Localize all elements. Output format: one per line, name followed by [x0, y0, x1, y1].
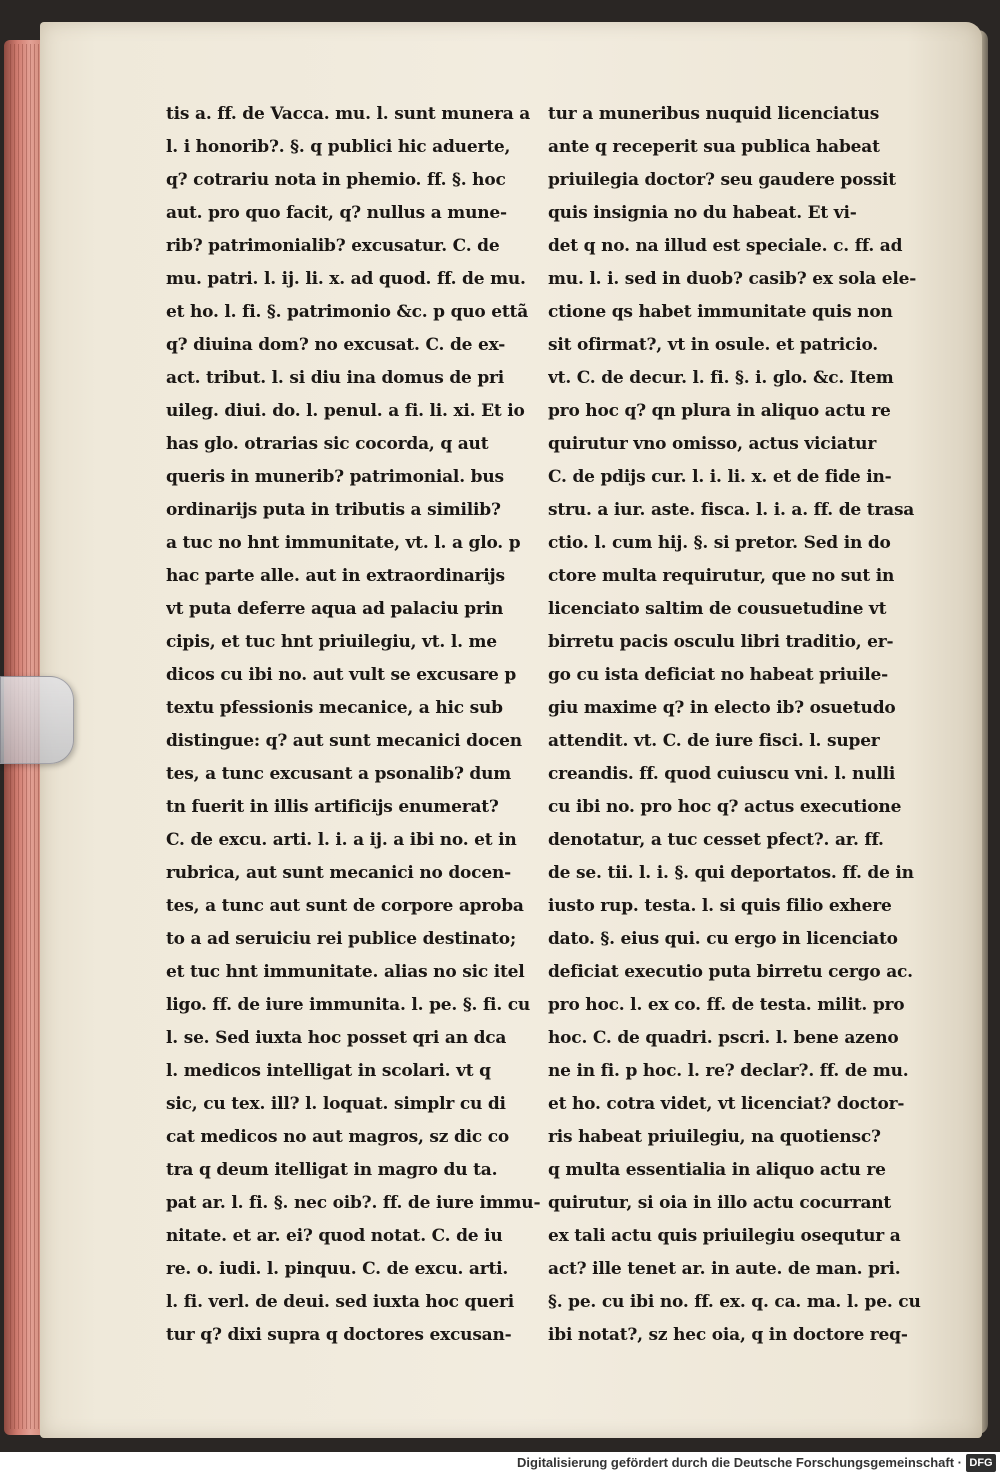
text-line: dato. §. eius qui. cu ergo in licenciato	[548, 929, 898, 949]
text-line: dicos cu ibi no. aut vult se excusare p	[166, 665, 517, 685]
text-line: stru. a iur. aste. fisca. l. i. a. ff. de trasa	[548, 500, 915, 520]
text-line: mu. l. i. sed in duob? casib? ex sola ele-	[548, 269, 917, 289]
digitization-credit: Digitalisierung gefördert durch die Deutsche Forschungsgemeinschaft ·	[517, 1455, 962, 1470]
text-line: has glo. otrarias sic cocorda, q aut	[166, 434, 489, 454]
text-line: l. medicos intelligat in scolari. vt q	[166, 1061, 491, 1081]
text-line: de se. tii. l. i. §. qui deportatos. ff. de in	[548, 863, 914, 883]
text-line: et ho. l. fi. §. patrimonio &c. p quo ettã	[166, 302, 529, 322]
text-line: aut. pro quo facit, q? nullus a mune-	[166, 203, 507, 223]
text-line: pro hoc q? qn plura in aliquo actu re	[548, 401, 891, 421]
text-line: go cu ista deficiat no habeat priuile-	[548, 665, 888, 685]
text-line: birretu pacis osculu libri traditio, er-	[548, 632, 894, 652]
text-line: §. pe. cu ibi no. ff. ex. q. ca. ma. l. pe. cu	[548, 1292, 921, 1312]
text-line: attendit. vt. C. de iure fisci. l. super	[548, 731, 880, 751]
text-line: ne in fi. p hoc. l. re? declar?. ff. de mu.	[548, 1061, 909, 1081]
text-line: cu ibi no. pro hoc q? actus executione	[548, 797, 902, 817]
text-line: uileg. diui. do. l. penul. a fi. li. xi. Et io	[166, 401, 525, 421]
text-line: quis insignia no du habeat. Et vi-	[548, 203, 857, 223]
text-line: re. o. iudi. l. pinquu. C. de excu. arti.	[166, 1259, 509, 1279]
text-line: to a ad seruiciu rei publice destinato;	[166, 929, 517, 949]
text-line: C. de pdijs cur. l. i. li. x. et de fide in-	[548, 467, 892, 487]
text-line: distingue: q? aut sunt mecanici docen	[166, 731, 522, 751]
text-column-left	[166, 98, 546, 1352]
text-line: licenciato saltim de cousuetudine vt	[548, 599, 887, 619]
text-line: mu. patri. l. ij. li. x. ad quod. ff. de mu.	[166, 269, 526, 289]
text-line: l. i honorib?. §. q publici hic aduerte,	[166, 137, 511, 157]
text-line: ordinarijs puta in tributis a similib?	[166, 500, 501, 520]
text-line: tur q? dixi supra q doctores excusan-	[166, 1325, 512, 1345]
text-line: creandis. ff. quod cuiuscu vni. l. nulli	[548, 764, 896, 784]
text-line: hac parte alle. aut in extraordinarijs	[166, 566, 505, 586]
text-line: giu maxime q? in electo ib? osuetudo	[548, 698, 896, 718]
text-line: quirutur, si oia in illo actu cocurrant	[548, 1193, 892, 1213]
text-line: priuilegia doctor? seu gaudere possit	[548, 170, 896, 190]
text-line: cipis, et tuc hnt priuilegiu, vt. l. me	[166, 632, 497, 652]
text-line: ctio. l. cum hij. §. si pretor. Sed in do	[548, 533, 891, 553]
text-line: l. se. Sed iuxta hoc posset qri an dca	[166, 1028, 507, 1048]
text-line: queris in munerib? patrimonial. bus	[166, 467, 504, 487]
text-line: ibi notat?, sz hec oia, q in doctore req-	[548, 1325, 908, 1345]
text-line: cat medicos no aut magros, sz dic co	[166, 1127, 510, 1147]
text-line: iusto rup. testa. l. si quis filio exhere	[548, 896, 892, 916]
text-line: pro hoc. l. ex co. ff. de testa. milit. pro	[548, 995, 905, 1015]
text-line: sit ofirmat?, vt in osule. et patricio.	[548, 335, 879, 355]
text-line: ctore multa requirutur, que no sut in	[548, 566, 895, 586]
text-line: rib? patrimonialib? excusatur. C. de	[166, 236, 500, 256]
text-line: C. de excu. arti. l. i. a ij. a ibi no. et in	[166, 830, 517, 850]
text-column-right	[548, 98, 928, 1352]
text-line: q? diuina dom? no excusat. C. de ex-	[166, 335, 506, 355]
text-line: tis a. ff. de Vacca. mu. l. sunt munera a	[166, 104, 531, 124]
text-line: tra q deum itelligat in magro du ta.	[166, 1160, 498, 1180]
text-line: nitate. et ar. ei? quod notat. C. de iu	[166, 1226, 503, 1246]
text-line: et ho. cotra videt, vt licenciat? doctor-	[548, 1094, 905, 1114]
text-line: a tuc no hnt immunitate, vt. l. a glo. p	[166, 533, 521, 553]
text-line: vt puta deferre aqua ad palaciu prin	[166, 599, 504, 619]
text-line: quirutur vno omisso, actus viciatur	[548, 434, 877, 454]
page-clip	[0, 676, 74, 764]
text-line: q multa essentialia in aliquo actu re	[548, 1160, 886, 1180]
text-line: l. fi. verl. de deui. sed iuxta hoc queri	[166, 1292, 515, 1312]
text-line: act? ille tenet ar. in aute. de man. pri.	[548, 1259, 901, 1279]
text-line: sic, cu tex. ill? l. loquat. simplr cu di	[166, 1094, 506, 1114]
text-line: ris habeat priuilegiu, na quotiensc?	[548, 1127, 881, 1147]
text-line: tes, a tunc excusant a psonalib? dum	[166, 764, 512, 784]
text-line: deficiat executio puta birretu cergo ac.	[548, 962, 913, 982]
text-line: tes, a tunc aut sunt de corpore aproba	[166, 896, 524, 916]
text-line: hoc. C. de quadri. pscri. l. bene azeno	[548, 1028, 899, 1048]
text-line: textu pfessionis mecanice, a hic sub	[166, 698, 503, 718]
text-line: pat ar. l. fi. §. nec oib?. ff. de iure immu-	[166, 1193, 541, 1213]
text-line: et tuc hnt immunitate. alias no sic itel	[166, 962, 525, 982]
text-line: act. tribut. l. si diu ina domus de pri	[166, 368, 505, 388]
dfg-logo: DFG	[966, 1454, 996, 1472]
text-line: denotatur, a tuc cesset pfect?. ar. ff.	[548, 830, 884, 850]
text-line: ex tali actu quis priuilegiu osequtur a	[548, 1226, 901, 1246]
text-line: rubrica, aut sunt mecanici no docen-	[166, 863, 511, 883]
footer-bar	[0, 1452, 1000, 1475]
text-line: vt. C. de decur. l. fi. §. i. glo. &c. Item	[548, 368, 894, 388]
text-line: ctione qs habet immunitate quis non	[548, 302, 893, 322]
text-line: tn fuerit in illis artificijs enumerat?	[166, 797, 499, 817]
text-line: ante q receperit sua publica habeat	[548, 137, 880, 157]
text-line: ligo. ff. de iure immunita. l. pe. §. fi. cu	[166, 995, 531, 1015]
text-line: det q no. na illud est speciale. c. ff. ad	[548, 236, 903, 256]
text-line: q? cotrariu nota in phemio. ff. §. hoc	[166, 170, 506, 190]
text-line: tur a muneribus nuquid licenciatus	[548, 104, 880, 124]
